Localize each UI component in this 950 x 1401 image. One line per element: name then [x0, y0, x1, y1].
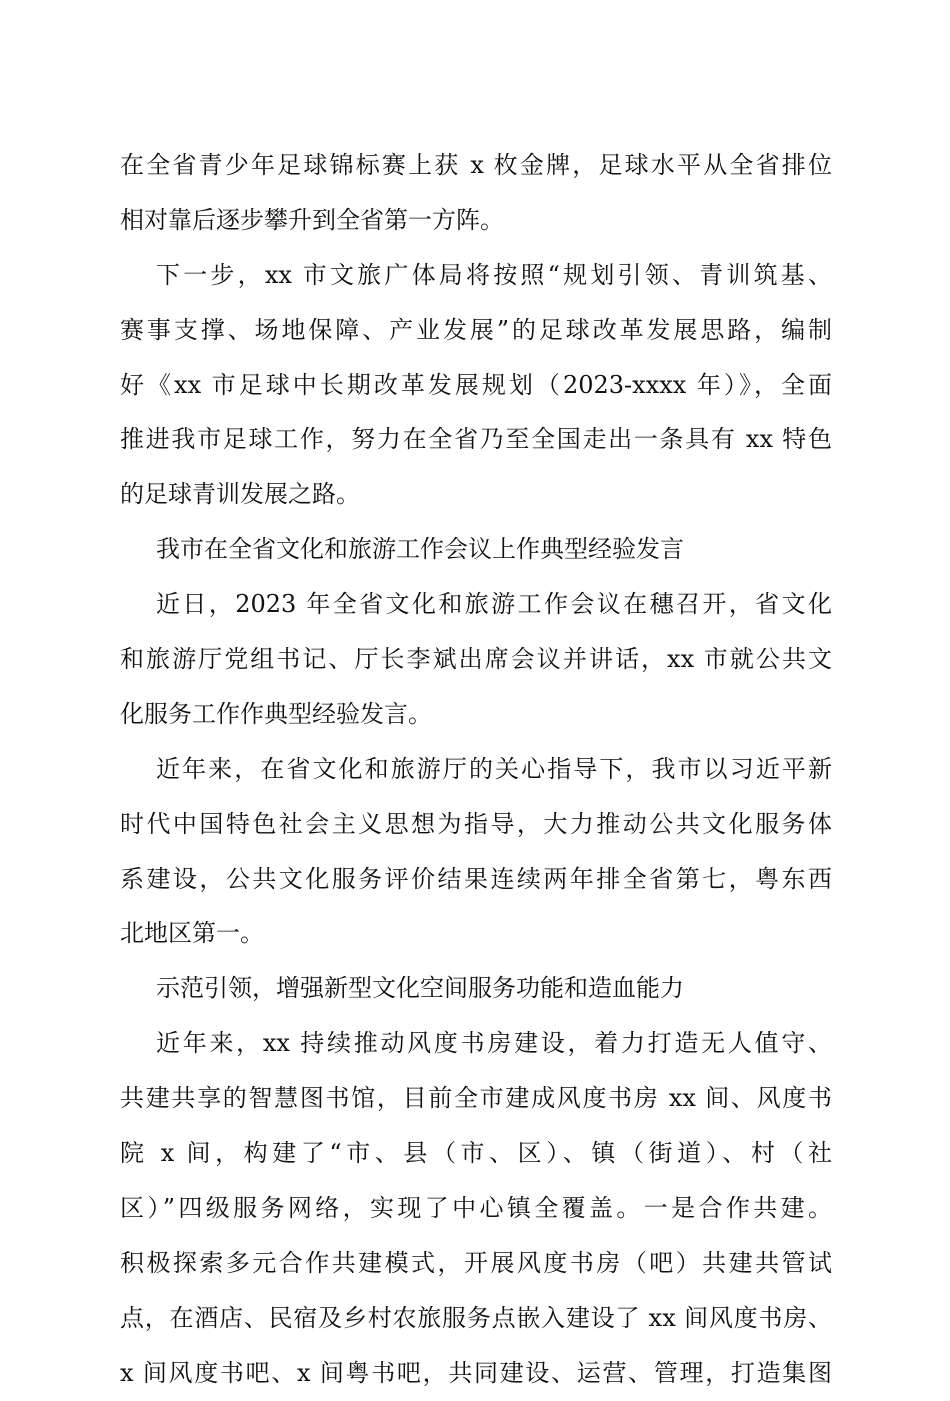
text-line: 时代中国特色社会主义思想为指导，大力推动公共文化服务体 [120, 809, 832, 838]
text-line: 推进我市足球工作，努力在全省乃至全国走出一条具有 xx 特色 [120, 425, 832, 454]
text-line: 的足球青训发展之路。 [120, 480, 360, 509]
document-body [120, 138, 832, 1400]
text-line: 好《xx 市足球中长期改革发展规划（2023-xxxx 年）》，全面 [120, 370, 832, 399]
section-heading: 我市在全省文化和旅游工作会议上作典型经验发言 [156, 535, 684, 564]
text-line: 点，在酒店、民宿及乡村农旅服务点嵌入建设了 xx 间风度书房、 [120, 1303, 832, 1332]
text-line: x 间风度书吧、x 间粤书吧，共同建设、运营、管理，打造集图 [120, 1358, 832, 1387]
paragraph-start-line: 近日，2023 年全省文化和旅游工作会议在穗召开，省文化 [156, 590, 832, 619]
paragraph-start-line: 近年来，xx 持续推动风度书房建设，着力打造无人值守、 [156, 1029, 832, 1058]
text-line: 系建设，公共文化服务评价结果连续两年排全省第七，粤东西 [120, 864, 832, 893]
text-line: 和旅游厅党组书记、厅长李斌出席会议并讲话，xx 市就公共文 [120, 645, 832, 674]
text-line: 院 x 间，构建了“市、县（市、区）、镇（街道）、村（社 [120, 1139, 832, 1168]
text-line: 区）”四级服务网络，实现了中心镇全覆盖。一是合作共建。 [120, 1193, 832, 1222]
text-line: 共建共享的智慧图书馆，目前全市建成风度书房 xx 间、风度书 [120, 1084, 832, 1113]
paragraph-start-line: 下一步，xx 市文旅广体局将按照“规划引领、青训筑基、 [156, 260, 832, 289]
paragraph-start-line: 近年来，在省文化和旅游厅的关心指导下，我市以习近平新 [156, 754, 832, 783]
text-line: 北地区第一。 [120, 919, 264, 948]
text-line: 赛事支撑、场地保障、产业发展”的足球改革发展思路，编制 [120, 315, 832, 344]
text-line: 在全省青少年足球锦标赛上获 x 枚金牌，足球水平从全省排位 [120, 151, 832, 179]
text-line: 相对靠后逐步攀升到全省第一方阵。 [120, 205, 504, 234]
text-line: 化服务工作作典型经验发言。 [120, 699, 432, 728]
section-heading: 示范引领，增强新型文化空间服务功能和造血能力 [156, 974, 684, 1003]
text-line: 积极探索多元合作共建模式，开展风度书房（吧）共建共管试 [120, 1248, 832, 1277]
